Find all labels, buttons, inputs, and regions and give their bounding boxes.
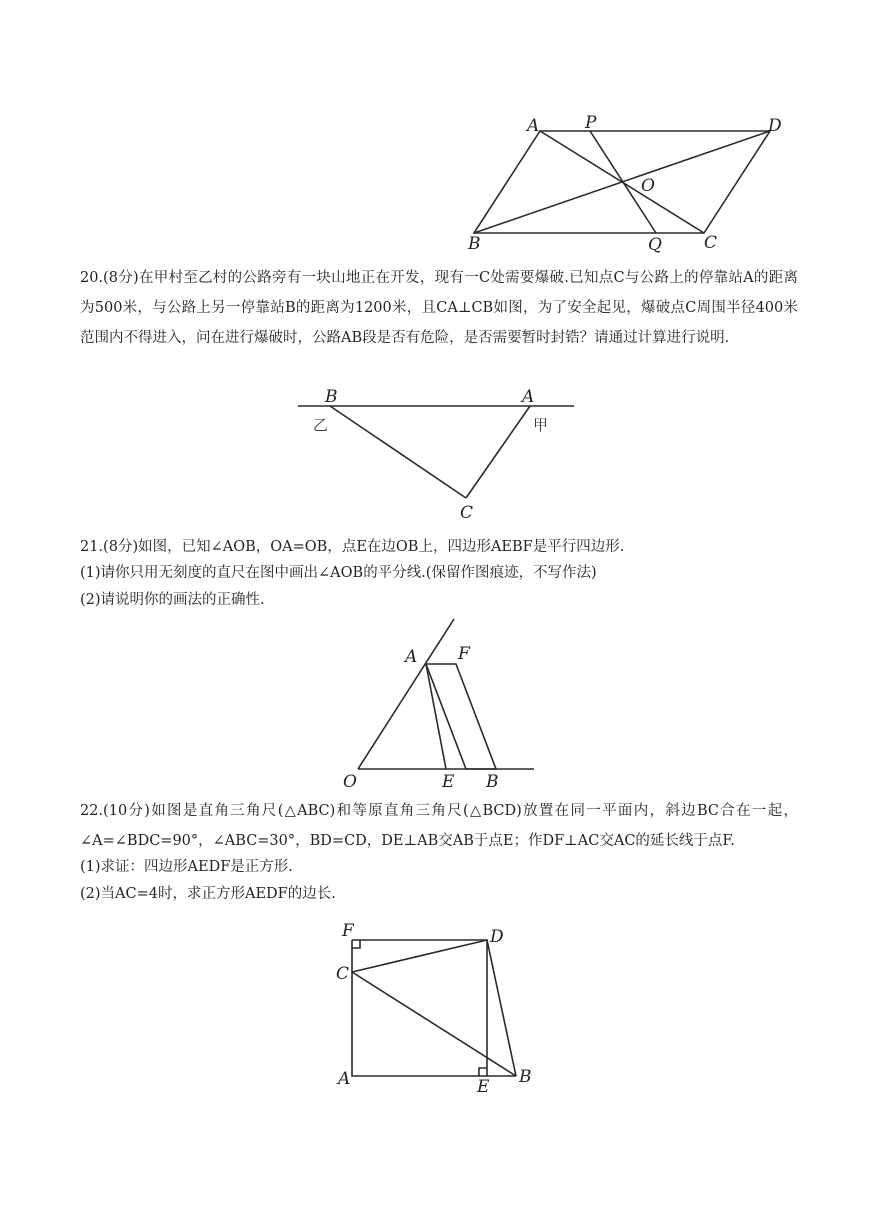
right-angle-mark-f bbox=[352, 940, 360, 948]
road-triangle-figure bbox=[0, 380, 869, 523]
segment-cb bbox=[352, 972, 516, 1076]
question-21-stem: 21.(8分)如图，已知∠AOB，OA=OB，点E在边OB上，四边形AEBF是平行四边形. bbox=[80, 539, 625, 555]
label-a: A bbox=[405, 647, 418, 667]
question-22-part2: (2)当AC=4时，求正方形AEDF的边长. bbox=[80, 886, 336, 902]
question-21-part1: (1)请你只用无刻度的直尺在图中画出∠AOB的平分线.(保留作图痕迹，不写作法) bbox=[80, 565, 597, 581]
question-22-stem: 22.(10分)如图是直角三角尺(△ABC)和等原直角三角尺(△BCD)放置在同一平面内，斜边BC合在一起，∠A=∠BDC=90°，∠ABC=30°，BD=CD，DE⊥AB交AB于点E；作DF⊥AC交AC的延长线于点F. bbox=[80, 803, 798, 849]
segment-cd bbox=[352, 940, 487, 972]
label-b: B bbox=[325, 387, 338, 407]
label-o: O bbox=[641, 176, 655, 196]
ray-oa bbox=[358, 619, 454, 769]
label-q: Q bbox=[648, 235, 662, 255]
question-21-part2: (2)请说明你的画法的正确性. bbox=[80, 592, 265, 608]
label-b: B bbox=[468, 234, 481, 254]
question-20-text: 20.(8分)在甲村至乙村的公路旁有一块山地正在开发，现有一C处需要爆破.已知点C与公路上的停靠站A的距离为500米，与公路上另一停靠站B的距离为1200米，且CA⊥CB如图，为了安全起见，爆破点C周围半径400米范围内不得进入，问在进行爆破时，公路AB段是否有危险，是否需要暂时封锆？请通过计算进行说明. bbox=[80, 270, 798, 346]
segment-bc bbox=[330, 406, 466, 498]
label-f: F bbox=[458, 644, 470, 664]
label-a: A bbox=[338, 1069, 351, 1089]
square-aedf bbox=[352, 940, 487, 1076]
square-triangle-figure bbox=[0, 920, 869, 1100]
side-ae bbox=[426, 664, 446, 769]
question-22-part1: (1)求证：四边形AEDF是正方形. bbox=[80, 859, 293, 875]
label-b: B bbox=[486, 772, 499, 792]
label-d: D bbox=[490, 927, 504, 947]
label-jia: 甲 bbox=[533, 416, 549, 434]
segment-ac bbox=[466, 406, 530, 498]
label-c: C bbox=[460, 503, 474, 523]
parallelogram-figure bbox=[0, 0, 869, 260]
label-e: E bbox=[442, 772, 455, 792]
label-p: P bbox=[585, 113, 597, 133]
label-yi: 乙 bbox=[313, 416, 329, 434]
right-angle-mark-e bbox=[479, 1068, 487, 1076]
label-o: O bbox=[343, 772, 357, 792]
angle-parallelogram-figure bbox=[0, 615, 869, 795]
label-e: E bbox=[477, 1077, 490, 1097]
label-c: C bbox=[704, 233, 718, 253]
label-c: C bbox=[336, 964, 350, 984]
diagonal-ac bbox=[540, 131, 704, 233]
label-d: D bbox=[768, 116, 782, 136]
segment-db bbox=[487, 940, 516, 1076]
label-f: F bbox=[342, 921, 354, 941]
label-b: B bbox=[519, 1067, 532, 1087]
label-a: A bbox=[527, 116, 540, 136]
label-a: A bbox=[522, 387, 535, 407]
